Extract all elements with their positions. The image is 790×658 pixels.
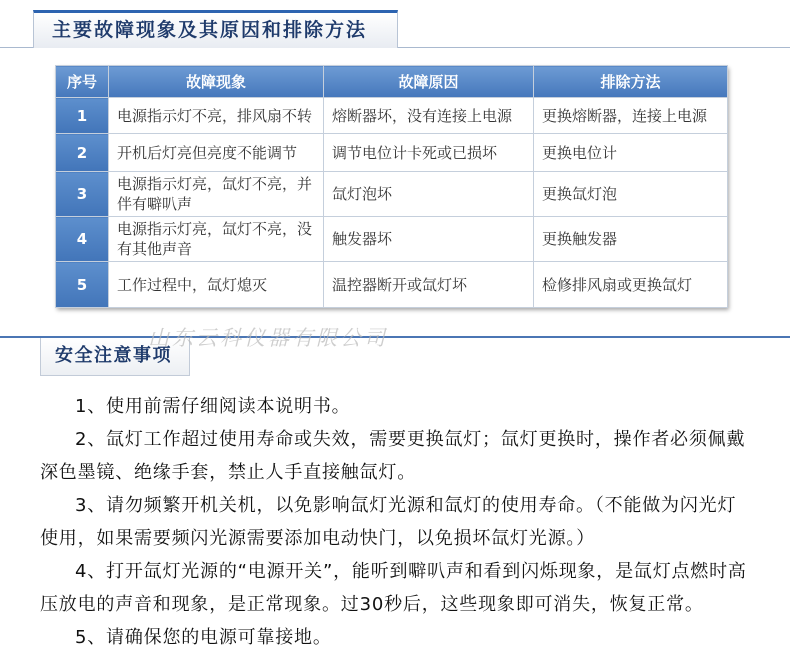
header-symptom: 故障现象 [109,66,324,98]
header-remedy: 排除方法 [534,66,728,98]
table-row [56,172,728,217]
safety-notes [40,390,754,654]
cell-cause: 温控器断开或氙灯坏 [324,262,534,308]
cell-cause: 熔断器坏，没有连接上电源 [324,98,534,134]
safety-item: 2、氙灯工作超过使用寿命或失效，需要更换氙灯；氙灯更换时，操作者必须佩戴深色墨镜、绝缘手套，禁止人手直接触氙灯。 [40,429,746,483]
cell-cause: 调节电位计卡死或已损坏 [324,134,534,172]
cell-remedy: 更换氙灯泡 [534,172,728,217]
cell-number: 1 [56,98,109,134]
company-watermark: 山东云科仪器有限公司 [148,326,388,350]
fault-table [55,65,728,308]
safety-item: 4、打开氙灯光源的“电源开关”，能听到噼叭声和看到闪烁现象，是氙灯点燃时高压放电的声音和现象，是正常现象。过30秒后，这些现象即可消失，恢复正常。 [40,561,747,615]
section-title: 安全注意事项 [55,345,172,366]
table-row [56,134,728,172]
safety-item: 5、请确保您的电源可靠接地。 [75,627,332,648]
cell-remedy: 更换触发器 [534,217,728,262]
cell-number: 2 [56,134,109,172]
header-number: 序号 [56,66,109,98]
section-header-safety [40,338,190,376]
cell-number: 4 [56,217,109,262]
cell-remedy: 更换电位计 [534,134,728,172]
cell-number: 5 [56,262,109,308]
cell-cause: 氙灯泡坏 [324,172,534,217]
cell-number: 3 [56,172,109,217]
header-cause: 故障原因 [324,66,534,98]
cell-remedy: 更换熔断器，连接上电源 [534,98,728,134]
cell-symptom: 开机后灯亮但亮度不能调节 [109,134,324,172]
table-header-row [56,66,728,98]
table-row [56,217,728,262]
section-title: 主要故障现象及其原因和排除方法 [52,19,368,41]
table-row [56,262,728,308]
cell-symptom: 电源指示灯亮，氙灯不亮，没有其他声音 [109,217,324,262]
cell-cause: 触发器坏 [324,217,534,262]
safety-item: 1、使用前需仔细阅读本说明书。 [75,396,351,417]
section-header-troubleshooting [33,10,398,48]
fault-table-container [55,65,727,307]
cell-remedy: 检修排风扇或更换氙灯 [534,262,728,308]
cell-symptom: 电源指示灯亮，氙灯不亮，并伴有噼叭声 [109,172,324,217]
safety-item: 3、请勿频繁开机关机，以免影响氙灯光源和氙灯的使用寿命。（不能做为闪光灯使用，如果需要频闪光源需要添加电动快门，以免损坏氙灯光源。） [40,495,737,549]
cell-symptom: 电源指示灯不亮，排风扇不转 [109,98,324,134]
table-row [56,98,728,134]
cell-symptom: 工作过程中，氙灯熄灭 [109,262,324,308]
